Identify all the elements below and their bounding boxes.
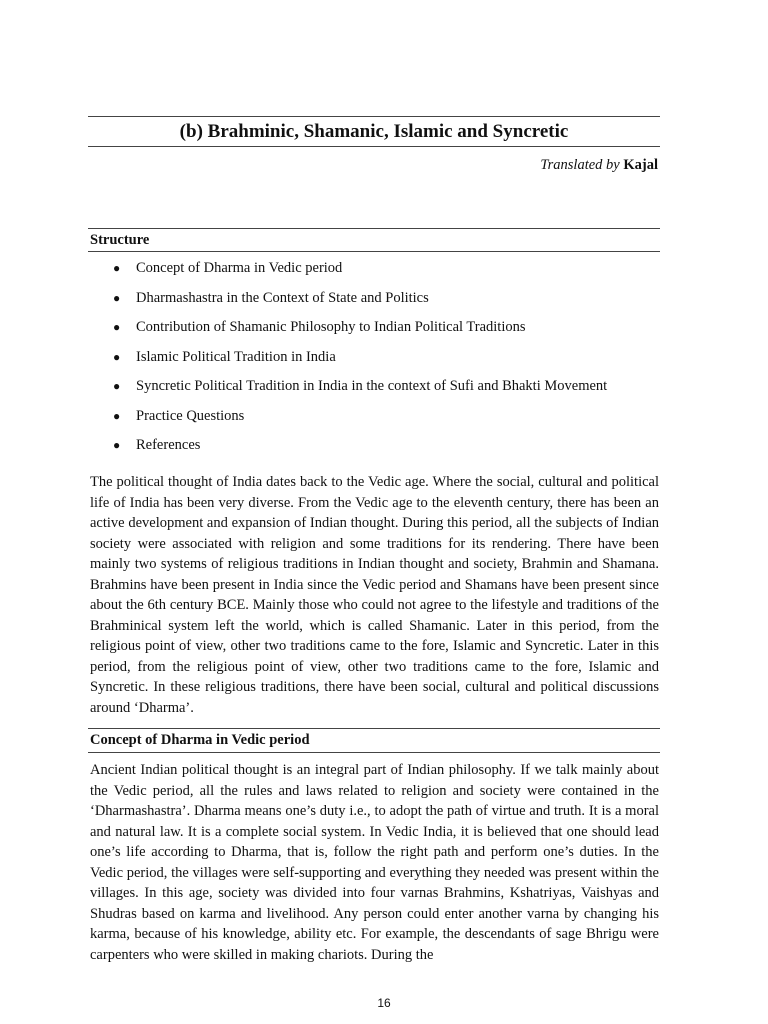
bullet-icon: ●: [113, 261, 121, 275]
list-item-text: Practice Questions: [136, 407, 245, 424]
list-item: [90, 376, 607, 406]
list-item: [90, 288, 607, 318]
byline-prefix: Translated by: [540, 157, 620, 173]
list-item: [90, 317, 607, 347]
intro-paragraph: The political thought of India dates back to the Vedic age. Where the social, cultural and political life of India has been very diverse. From the Vedic age to the eleventh century, there has been an active development and expansion of Indian thought. During this period, all the subjects of Indian society were associated with religion and some traditions for its rendering. There have been mainly two systems of religious traditions in Indian thought and society, Brahmin and Shamana. Brahmins have been present in India since the Vedic period and Shamans have been present since about the 6th century BCE. Mainly those who could not agree to the lifestyle and traditions of the Brahminical system left the world, which is called Shamanic. Later in this period, from the religious point of view, other two traditions came to the fore, Islamic and Syncretic. Later in this period, from the religious point of view, other two traditions came to the fore, Islamic and Syncretic. In these religious traditions, there have been social, cultural and political discussions around ‘Dharma’.: [90, 474, 659, 716]
list-item-text: Concept of Dharma in Vedic period: [136, 260, 343, 276]
translator-name: Kajal: [623, 157, 658, 173]
structure-bottom-rule: [88, 251, 660, 252]
structure-heading: Structure: [90, 232, 150, 248]
section-heading: Concept of Dharma in Vedic period: [90, 732, 310, 748]
list-item-text: Contribution of Shamanic Philosophy to Indian Political Traditions: [136, 319, 526, 335]
bullet-icon: ●: [113, 379, 121, 393]
bullet-icon: ●: [113, 408, 121, 423]
section-top-rule: [88, 728, 660, 729]
list-item: [90, 347, 607, 377]
section-paragraph: Ancient Indian political thought is an integral part of Indian philosophy. If we talk mainly about the Vedic period, all the rules and laws related to religion and society were contained in the ‘Dharmashastra’. Dharma means one’s duty i.e., to adopt the path of virtue and truth. It is a moral and natural law. It is a complete social system. In Vedic India, it is believed that one should lead one’s life according to Dharma, that is, follow the right path and perform one’s duties. In the Vedic period, the villages were self-supporting and everything they needed was present within the villages. In this age, society was divided into four varnas Brahmins, Kshatriyas, Vaishyas and Shudras based on karma and livelihood. Any person could enter another varna by changing his karma, because of his knowledge, ability etc. For example, the descendants of sage Bhrigu were carpenters who were skilled in making chariots. During the: [90, 762, 659, 963]
list-item-text: Dharmashastra in the Context of State and Politics: [136, 289, 429, 306]
list-item: [90, 435, 607, 465]
structure-list: [90, 258, 607, 465]
structure-top-rule: [88, 228, 660, 229]
chapter-title: (b) Brahminic, Shamanic, Islamic and Syncretic: [179, 121, 569, 142]
list-item-text: References: [136, 437, 201, 453]
page-number: 16: [377, 996, 391, 1010]
list-item-text: Islamic Political Tradition in India: [136, 348, 336, 365]
bullet-icon: ●: [113, 349, 121, 364]
translator-byline: [540, 156, 658, 174]
title-bottom-rule: [88, 146, 660, 147]
bullet-icon: ●: [113, 438, 121, 452]
title-top-rule: [88, 116, 660, 117]
bullet-icon: ●: [113, 290, 121, 305]
list-item: [90, 406, 607, 436]
section-bottom-rule: [88, 752, 660, 753]
list-item: [90, 258, 607, 288]
bullet-icon: ●: [113, 320, 121, 334]
list-item-text: Syncretic Political Tradition in India in the context of Sufi and Bhakti Movement: [136, 378, 608, 394]
